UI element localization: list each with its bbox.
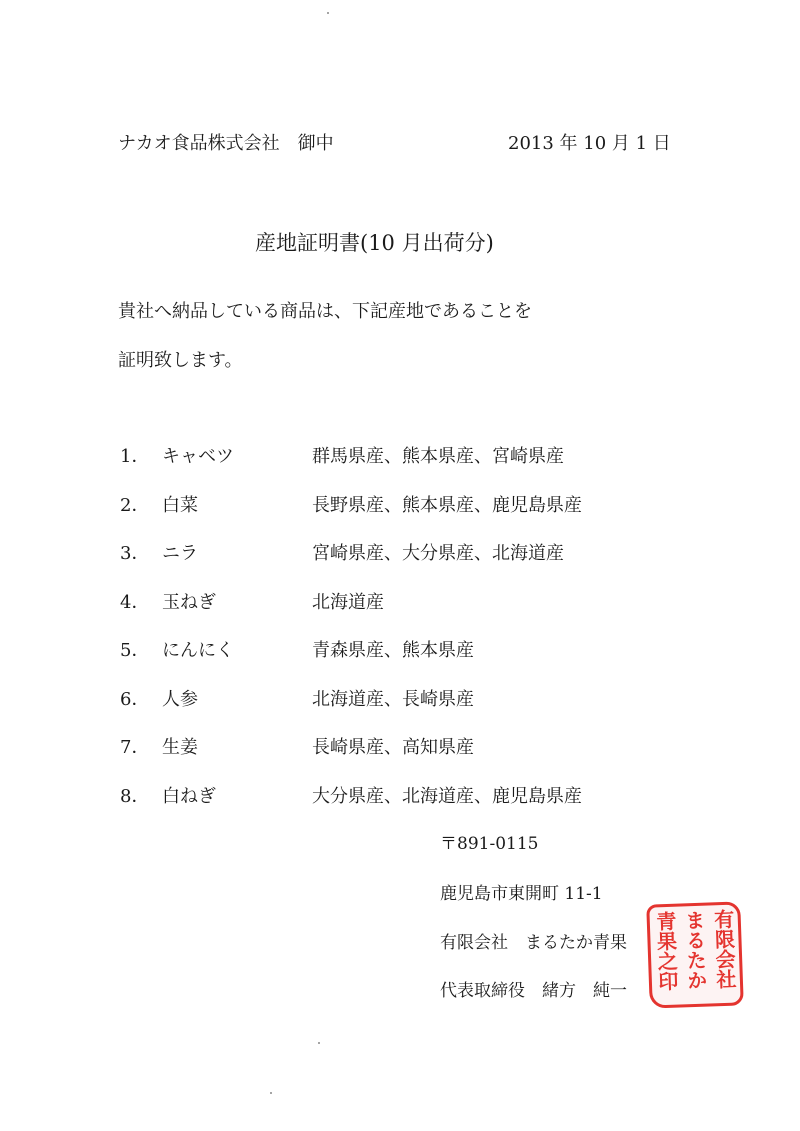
item-number: 6． (120, 689, 150, 710)
issuer-address: 鹿児島市東開町 11-1 (440, 884, 603, 904)
item-origin: 群馬県産、熊本県産、宮崎県産 (312, 446, 564, 467)
seal-text-column: 有限会社 (710, 908, 738, 990)
item-number: 3． (120, 543, 150, 564)
item-origin: 長崎県産、高知県産 (312, 737, 474, 758)
item-product: ニラ (162, 543, 198, 564)
item-number: 7． (120, 737, 150, 758)
seal-text-column: 青果之印 (652, 910, 680, 992)
scan-speck (270, 1092, 272, 1094)
item-origin: 北海道産 (312, 592, 384, 613)
issue-date: 2013 年 10 月 1 日 (508, 133, 671, 154)
item-origin: 長野県産、熊本県産、鹿児島県産 (312, 495, 582, 516)
item-number: 1． (120, 446, 150, 467)
item-product: 白ねぎ (162, 786, 216, 807)
body-line-2: 証明致します。 (118, 350, 243, 371)
item-product: 生姜 (162, 737, 198, 758)
item-product: キャベツ (162, 446, 234, 467)
item-origin: 青森県産、熊本県産 (312, 640, 474, 661)
item-origin: 北海道産、長崎県産 (312, 689, 474, 710)
item-product: にんにく (162, 640, 234, 661)
item-origin: 宮崎県産、大分県産、北海道産 (312, 543, 564, 564)
item-origin: 大分県産、北海道産、鹿児島県産 (312, 786, 582, 807)
seal-text-column: まるたか (681, 909, 709, 991)
issuer-representative: 代表取締役 緒方 純一 (440, 981, 627, 1001)
item-number: 5． (120, 640, 150, 661)
item-number: 4． (120, 592, 150, 613)
item-product: 人参 (162, 689, 198, 710)
recipient: ナカオ食品株式会社 御中 (118, 133, 334, 154)
company-seal-stamp (646, 901, 744, 1008)
issuer-postal-code: 〒891-0115 (440, 834, 539, 854)
item-product: 白菜 (162, 495, 198, 516)
issuer-company: 有限会社 まるたか青果 (440, 933, 627, 953)
body-line-1: 貴社へ納品している商品は、下記産地であることを (118, 301, 532, 322)
document-title: 産地証明書(10 月出荷分) (255, 231, 494, 255)
scan-speck (327, 12, 329, 14)
item-number: 2． (120, 495, 150, 516)
item-number: 8． (120, 786, 150, 807)
scan-speck (318, 1042, 320, 1044)
item-product: 玉ねぎ (162, 592, 216, 613)
